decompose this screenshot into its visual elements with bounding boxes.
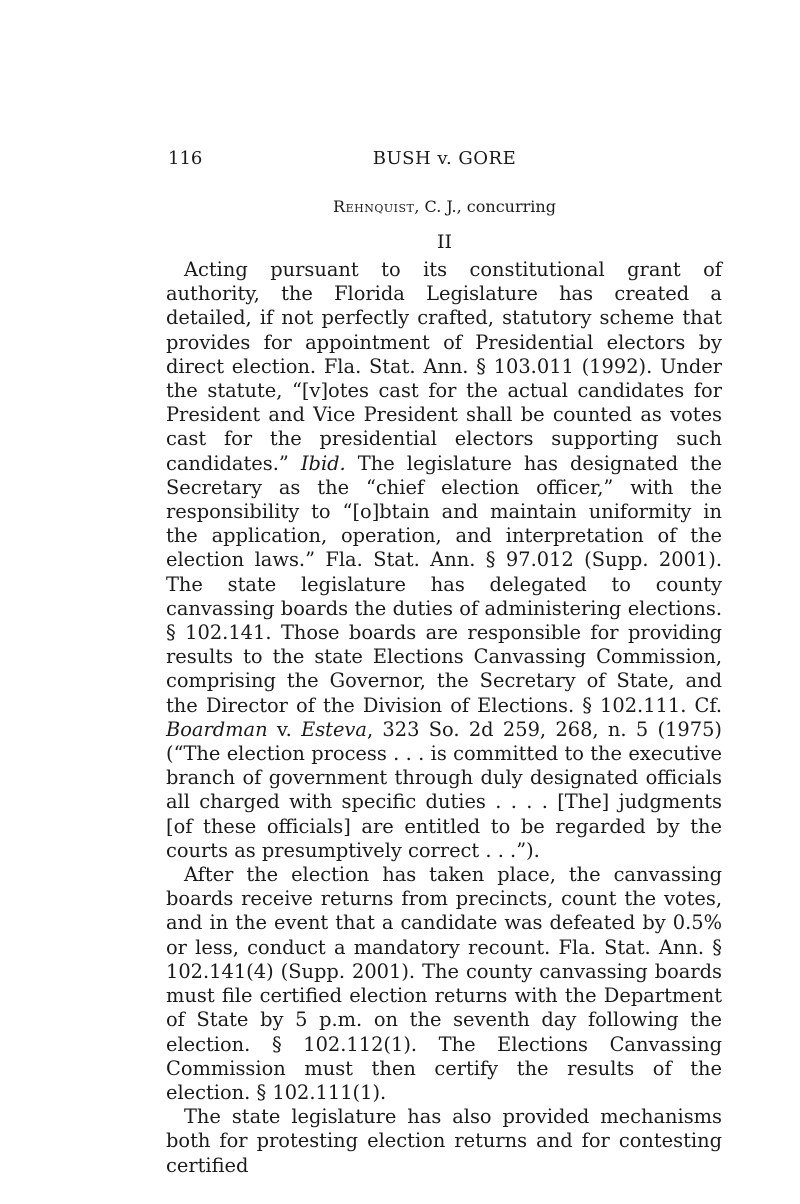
opinion-body [166,258,722,1178]
text-segment: Acting pursuant to its constitutional grant of authority, the Florida Legislature has created a detailed, if not perfectly crafted, statutory scheme that provides for appointment of Presidential electors by direct election. Fla. Stat. Ann. § 103.011 (1992). Under the statute, “[v]otes cast for the actual candidates for President and Vice President shall be counted as votes cast for the presidential electors supporting such candidates.” [166,258,722,475]
page-number: 116 [168,148,203,169]
running-title: BUSH v. GORE [372,148,517,169]
italic-citation: Boardman [166,717,268,741]
text-segment: After the election has taken place, the canvassing boards receive returns from precincts, count the votes, and in the event that a candidate was defeated by 0.5% or less, conduct a mandatory recount. Fla. Stat. Ann. § 102.141(4) (Supp. 2001). The county canvassing boards must file certified election returns with the Department of State by 5 p.m. on the seventh day following the election. § 102.112(1). The Elections Canvassing Commission must then certify the results of the election. § 102.111(1). [166,863,722,1104]
body-paragraph [166,258,722,863]
author-suffix: , C. J., concurring [414,197,556,216]
body-paragraph [166,1105,722,1178]
text-segment: v. [267,717,302,741]
text-segment: The state legislature has also provided mechanisms both for protesting election returns and for contesting certified [166,1105,722,1177]
body-paragraph [166,863,722,1105]
author-name: Rehnquist [333,197,415,216]
italic-citation: Ibid. [300,451,346,475]
text-segment: The legislature has designated the Secretary as the “chief election officer,” with the responsibility to “[o]btain and maintain uniformity in the application, operation, and interpretation of the election laws.” Fla. Stat. Ann. § 97.012 (Supp. 2001). The state legislature has delegated to county canvassing boards the duties of administering elections. § 102.141. Those boards are responsible for providing results to the state Elections Canvassing Commission, comprising the Governor, the Secretary of State, and the Director of the Division of Elections. § 102.111. Cf. [166,451,722,717]
section-heading: II [436,231,452,253]
opinion-author-line [168,197,721,217]
text-segment: , 323 So. 2d 259, 268, n. 5 (1975) (“The election process . . . is committed to the executive branch of government through duly designated officials all charged with specific duties . . . . [The] judgments [of these officials] are entitled to be regarded by the courts as presumptively correct . . .”). [166,717,722,862]
italic-citation: Esteva [301,717,367,741]
